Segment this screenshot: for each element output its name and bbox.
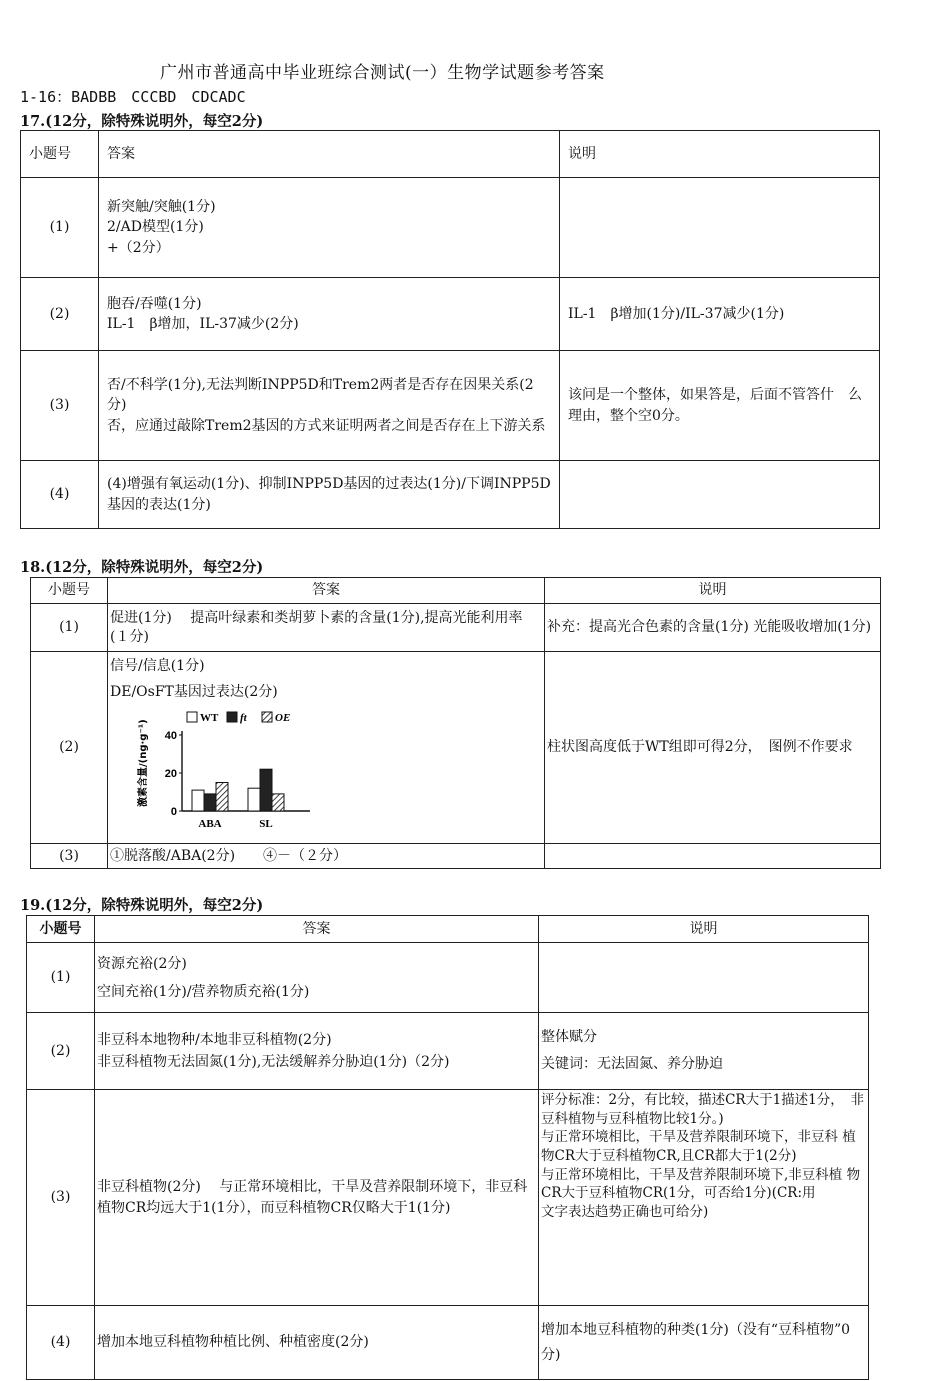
col-header-num: 小题号 [31, 578, 108, 604]
answer-line: 2/AD模型(1分) [107, 219, 204, 236]
note-cell [545, 652, 881, 844]
row-number: (4) [27, 1306, 95, 1380]
row-number: (4) [21, 461, 99, 529]
answer-cell [108, 652, 545, 844]
answer-cell [99, 278, 560, 351]
note-line: 关键词：无法固氮、养分胁迫 [541, 1056, 723, 1072]
table-row [27, 1013, 869, 1090]
answer-cell [108, 844, 545, 869]
bar [204, 793, 216, 810]
legend-swatch [187, 712, 197, 722]
answer-cell [99, 351, 560, 461]
note-line: 与正常环境相比，干旱及营养限制环境下，非豆科 植物CR大于豆科植物CR,且CR都大于1(2分) [541, 1129, 856, 1164]
legend-swatch [262, 712, 272, 722]
q19-header: 19.(12分，除特殊说明外，每空2分) [20, 897, 264, 914]
bar [192, 790, 204, 811]
bar [216, 782, 228, 811]
table-row [31, 652, 881, 844]
page-title: 广州市普通高中毕业班综合测试(一）生物学试题参考答案 [160, 63, 605, 83]
col-header-answer: 答案 [95, 916, 539, 943]
answer-line: +（2分） [107, 239, 170, 256]
answer-line: ①脱落酸/ABA(2分) ④－（２分） [110, 848, 348, 864]
note-cell [539, 1306, 869, 1380]
note-cell [560, 278, 880, 351]
note-line: 与正常环境相比，干旱及营养限制环境下,非豆科植 物CR大于豆科植物CR(1分，可否给1分)(CR:用 [541, 1166, 861, 1202]
table-row [27, 1090, 869, 1306]
bar [260, 769, 272, 811]
answer-line: IL-1 β增加，IL-37减少(2分) [107, 316, 299, 332]
note-cell [539, 943, 869, 1013]
row-number: (3) [31, 844, 108, 869]
note-cell [539, 1090, 869, 1306]
row-number: (2) [31, 652, 108, 844]
row-number: (1) [27, 943, 95, 1013]
col-header-note: 说明 [539, 916, 869, 943]
answer-line: 信号/信息(1分) [110, 658, 205, 674]
legend-label: OE [275, 711, 291, 724]
q19-header-row [27, 916, 869, 943]
q17-header-row [21, 131, 880, 178]
row-number: (1) [21, 178, 99, 278]
table-row [21, 278, 880, 351]
x-tick-label: SL [259, 817, 273, 830]
answer-line: 空间充裕(1分)/营养物质充裕(1分) [97, 983, 310, 1000]
q18-header-row [31, 578, 881, 604]
answer-cell [99, 461, 560, 529]
table-row [27, 1306, 869, 1380]
col-header-num: 小题号 [27, 916, 95, 943]
col-header-num: 小题号 [21, 131, 99, 178]
answer-line: 非豆科植物(2分) 与正常环境相比，干旱及营养限制环境下，非豆科植物CR均远大于1(1分），而豆科植物CR仅略大于1(1分) [97, 1179, 528, 1216]
note-line: 该问是一个整体，如果答是，后面不管答什 么理由，整个空0分。 [568, 387, 862, 424]
answer-line: 非豆科本地物种/本地非豆科植物(2分) [97, 1031, 332, 1048]
multiple-choice-answers: 1-16：BADBB CCCBD CDCADC [20, 88, 246, 106]
note-cell [545, 604, 881, 652]
note-cell [560, 461, 880, 529]
q18-header: 18.(12分，除特殊说明外，每空2分) [20, 559, 264, 576]
answer-line: 资源充裕(2分) [97, 955, 187, 972]
row-number: (3) [21, 351, 99, 461]
col-header-answer: 答案 [99, 131, 560, 178]
note-line: 评分标准：2分，有比较，描述CR大于1描述1分， 非豆科植物与豆科植物比较1分。) [541, 1092, 865, 1127]
q17-table [20, 130, 880, 529]
answer-line: 否/不科学(1分),无法判断INPP5D和Trem2两者是否存在因果关系(2分) [107, 377, 534, 414]
table-row [31, 844, 881, 869]
note-cell [560, 178, 880, 278]
hormone-bar-chart [110, 703, 310, 831]
legend-label: ft [240, 711, 247, 724]
note-line: 增加本地豆科植物的种类(1分)（没有“豆科植物”0分) [541, 1322, 851, 1363]
q17-header: 17.(12分，除特殊说明外，每空2分) [20, 113, 264, 130]
y-tick-label: 40 [164, 729, 177, 742]
col-header-answer: 答案 [108, 578, 545, 604]
row-number: (2) [21, 278, 99, 351]
table-row [21, 178, 880, 278]
answer-line: 非豆科植物无法固氮(1分),无法缓解养分胁迫(1分)（2分) [97, 1054, 450, 1070]
y-tick-label: 20 [164, 767, 177, 780]
answer-cell [99, 178, 560, 278]
answer-line: 否，应通过敲除Trem2基因的方式来证明两者之间是否存在上下游关系 [107, 417, 546, 434]
q18-table [30, 577, 881, 869]
answer-cell [95, 1090, 539, 1306]
note-line: 补充：提高光合色素的含量(1分) 光能吸收增加(1分) [547, 619, 872, 636]
legend-swatch [227, 712, 237, 722]
note-cell [539, 1013, 869, 1090]
answer-line: 胞吞/吞噬(1分) [107, 295, 202, 312]
bar [272, 793, 284, 810]
x-tick-label: ABA [198, 817, 222, 830]
row-number: (3) [27, 1090, 95, 1306]
answer-line: (4)增强有氧运动(1分)、抑制INPP5D基因的过表达(1分)/下调INPP5D基因的表达(1分) [107, 476, 551, 513]
answer-line: 增加本地豆科植物种植比例、种植密度(2分) [97, 1334, 369, 1351]
note-cell [560, 351, 880, 461]
note-line: 整体赋分 [541, 1029, 597, 1046]
answer-cell [95, 1013, 539, 1090]
answer-cell [95, 943, 539, 1013]
note-line: IL-1 β增加(1分)/IL-37减少(1分) [568, 305, 785, 322]
answer-line: DE/OsFT基因过表达(2分) [110, 684, 278, 701]
col-header-note: 说明 [560, 131, 880, 178]
col-header-note: 说明 [545, 578, 881, 604]
table-row [27, 943, 869, 1013]
answer-line: 促进(1分) 提高叶绿素和类胡萝卜素的含量(1分),提高光能利用率(１分) [110, 610, 523, 645]
row-number: (2) [27, 1013, 95, 1090]
answer-line: 新突触/突触(1分) [107, 199, 216, 216]
answer-cell [95, 1306, 539, 1380]
chart-svg [110, 703, 310, 831]
table-row [21, 351, 880, 461]
row-number: (1) [31, 604, 108, 652]
legend-label: WT [200, 711, 219, 724]
table-row [21, 461, 880, 529]
answer-cell [108, 604, 545, 652]
y-axis-label: 激素含量/(ng·g⁻¹) [138, 718, 149, 807]
bar [248, 788, 260, 811]
note-cell [545, 844, 881, 869]
note-line: 柱状图高度低于WT组即可得2分， 图例不作要求 [547, 739, 853, 756]
q19-table [26, 915, 869, 1380]
table-row [31, 604, 881, 652]
note-line: 文字表达趋势正确也可给分) [541, 1203, 709, 1220]
y-tick-label: 0 [170, 805, 177, 818]
